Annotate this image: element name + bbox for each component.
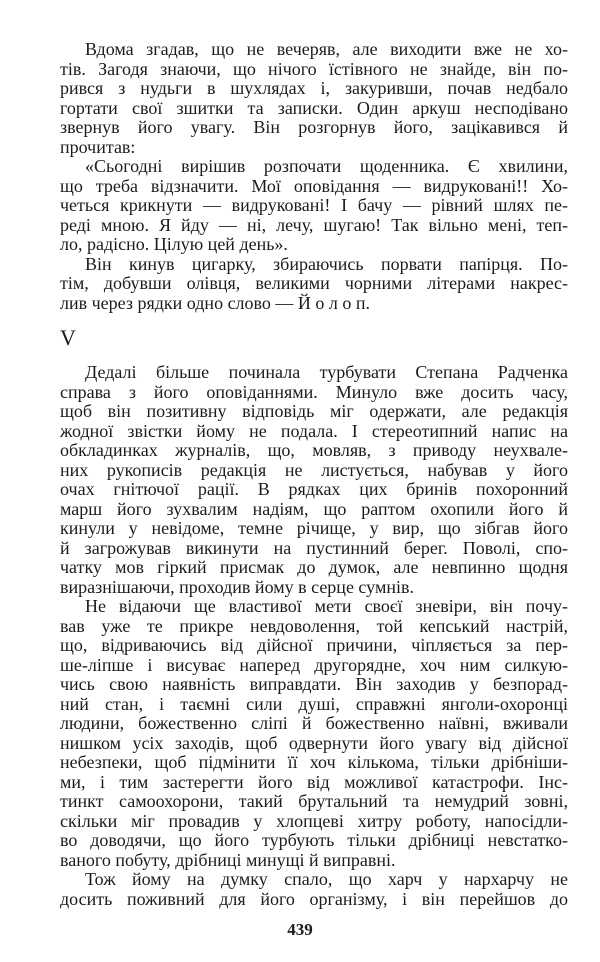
- section-1: [60, 40, 568, 313]
- text-line: Тож йому на думку спало, що харч у нархарчу не: [85, 869, 568, 889]
- text-line: чись свою наявність виправдати. Він заходив у безпорад-: [60, 674, 568, 694]
- chapter-heading: V: [60, 325, 76, 350]
- paragraph: [60, 870, 568, 909]
- text-line: виразнішаючи, проходив йому в серце сумнів.: [60, 576, 414, 597]
- text-line: реді мною. Я йду — ні, лечу, шугаю! Так вільно мені, теп-: [60, 214, 568, 235]
- text-line: жодної звістки йому не подала. І стереотипний напис на: [60, 420, 568, 441]
- text-line: кинули у невідоме, темне річище, у вир, що зібгав його: [60, 518, 568, 538]
- text-line: ний стан, і таємні сили душі, справжні янголи-охоронці: [60, 693, 568, 714]
- book-page-text: [60, 40, 568, 909]
- text-line: звернув його увагу. Він розгорнув його, зацікавився й: [60, 117, 568, 137]
- text-line: ло, радісно. Цілую цей день».: [60, 234, 288, 254]
- text-line: марш його зухвалим надіям, що раптом охопили його й: [60, 498, 568, 519]
- text-line: тинкт самоохорони, такий брутальний та немудрий зовні,: [60, 791, 568, 811]
- paragraph: [60, 40, 568, 157]
- text-line: що, відриваючись від дійсної причини, чіпляється за пер-: [60, 635, 568, 655]
- text-line: гортати свої зшитки та записки. Один аркуш несподівано: [60, 97, 568, 118]
- text-line: Він кинув цигарку, збираючись порвати папірця. По-: [85, 253, 568, 274]
- text-line: досить поживний для його організму, і він перейшов до: [60, 888, 568, 909]
- paragraph: [60, 363, 568, 597]
- paragraph: [60, 157, 568, 255]
- text-line: тів. Загодя знаючи, що нічого їстівного не знайде, він по-: [60, 58, 568, 79]
- text-line: чатку мов гіркий присмак до думок, але невпинно щодня: [60, 557, 568, 577]
- section-2: [60, 363, 568, 909]
- text-line: небезпеки, щоб підмінити її хоч кількома, тільки дрібніши-: [60, 752, 568, 772]
- text-line: ше-ліпше і висуває наперед другорядне, хоч ним силкую-: [60, 654, 568, 675]
- text-line: лив через рядки одно слово — Й о л о п.: [60, 292, 371, 313]
- text-line: щоб він позитивну відповідь міг одержати, але редакція: [60, 401, 568, 421]
- paragraph: [60, 597, 568, 870]
- text-line: ми, і тим застерегти його від можливої катастрофи. Інс-: [60, 771, 568, 792]
- text-line: що треба відзначити. Мої оповідання — видруковані!! Хо-: [60, 175, 568, 196]
- text-line: нишком усіх заходів, щоб одвернути його увагу від дійсної: [60, 732, 568, 753]
- text-line: очах гнітючої рації. В рядках цих бринів похоронний: [60, 479, 568, 499]
- text-line: справа з його оповіданнями. Минуло вже досить часу,: [60, 381, 568, 402]
- text-line: прочитав:: [60, 136, 136, 157]
- text-line: четься крикнути — видруковані! І бачу — рівний шлях пе-: [60, 195, 568, 215]
- page-number: 439: [287, 920, 313, 939]
- text-line: людини, божественно сліпі й божественно наївні, вживали: [60, 713, 568, 733]
- text-line: них рукописів редакція не листується, набував у його: [60, 459, 568, 480]
- text-line: Дедалі більше починала турбувати Степана Радченка: [85, 362, 568, 382]
- text-line: Вдома згадав, що не вечеряв, але виходити вже не хо-: [85, 39, 568, 59]
- text-line: во доводячи, що його турбують тільки дрібниці невстатко-: [60, 830, 568, 850]
- text-line: рився з нудьги в шухлядах і, закуривши, почав недбало: [60, 78, 568, 98]
- text-line: обкладинках журналів, що, мовляв, з приводу неухвале-: [60, 440, 568, 460]
- text-line: Не відаючи ще властивої мети своєї зневіри, він почу-: [85, 596, 568, 616]
- text-line: вав уже те прикре невдоволення, той кепський настрій,: [60, 615, 568, 636]
- text-line: скільки міг провадив у хлопцеві хитру роботу, напосідли-: [60, 810, 568, 831]
- text-line: тім, добувши олівця, великими чорними літерами накрес-: [60, 273, 568, 293]
- text-line: й загрожував викинути на пустинний берег. Поволі, спо-: [60, 537, 568, 558]
- text-line: ваного побуту, дрібниці минущі й виправні.: [60, 849, 396, 870]
- text-line: «Сьогодні вирішив розпочати щоденника. Є хвилини,: [85, 156, 568, 176]
- paragraph: [60, 255, 568, 314]
